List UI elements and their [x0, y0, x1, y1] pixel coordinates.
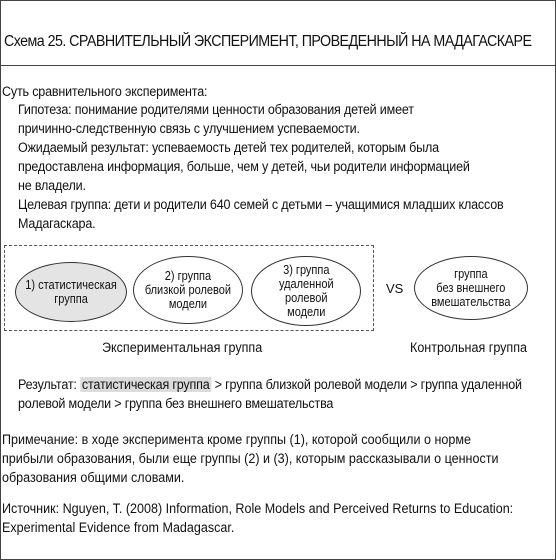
result-highlight: статистическая группа: [81, 377, 210, 392]
oval-label: 3) группа: [282, 262, 330, 277]
result-line-1: [18, 376, 522, 394]
result-line-2: ролевой модели > группа без внешнего вмешательства: [18, 396, 334, 411]
note-line-2: прибыли образования, были еще группы (2) и (3), которым рассказывали о ценности: [2, 451, 499, 466]
oval-statistical-group: [15, 262, 127, 322]
expected-line-2: предоставлена информация, больше, чем у детей, чьи родители информацией: [18, 159, 470, 174]
source-line-1: Источник: Nguyen, T. (2008) Information, Role Models and Perceived Returns to Education:: [2, 501, 514, 516]
result-label: Результат:: [18, 377, 77, 392]
target-line-2: Мадагаскара.: [18, 216, 96, 231]
oval-label: группа: [54, 291, 88, 306]
oval-control-group: [414, 256, 528, 320]
hypothesis-line-2: причинно-следственную связь с улучшением успеваемости.: [18, 121, 360, 136]
note-line-1: Примечание: в ходе эксперимента кроме группы (1), которой сообщили о норме: [2, 432, 471, 447]
control-group-caption: Контрольная группа: [410, 340, 528, 355]
expected-line-1: Ожидаемый результат: успеваемость детей тех родителей, которым была: [18, 140, 439, 155]
source-line-2: Experimental Evidence from Madagascar.: [2, 520, 235, 535]
oval-distant-role-model-group: [251, 256, 361, 326]
vs-label: VS: [386, 281, 404, 296]
oval-label: 1) статистическая: [25, 277, 117, 292]
oval-label: модели: [168, 296, 208, 311]
essence-heading: Суть сравнительного эксперимента:: [2, 84, 208, 99]
title-divider: [0, 65, 556, 66]
hypothesis-line-1: Гипотеза: понимание родителями ценности образования детей имеет: [18, 102, 414, 117]
oval-label: без внешнего: [436, 280, 506, 295]
expected-line-3: не владели.: [18, 178, 86, 193]
experimental-group-caption: Экспериментальная группа: [102, 340, 263, 355]
oval-label: удаленной: [278, 276, 334, 291]
oval-label: вмешательства: [431, 294, 511, 309]
oval-label: 2) группа: [164, 268, 212, 283]
result-rest: > группа близкой ролевой модели > группа удаленной: [214, 377, 522, 392]
oval-label: ролевой: [284, 290, 328, 305]
figure-title: Схема 25. СРАВНИТЕЛЬНЫЙ ЭКСПЕРИМЕНТ, ПРОВЕДЕННЫЙ НА МАДАГАСКАРЕ: [4, 33, 532, 50]
oval-label: близкой ролевой: [144, 282, 232, 297]
target-line-1: Целевая группа: дети и родители 640 семей с детьми – учащимися младших классов: [18, 197, 504, 212]
oval-close-role-model-group: [133, 256, 243, 324]
note-line-3: образования общими словами.: [2, 470, 185, 485]
oval-label: модели: [286, 304, 326, 319]
oval-label: группа: [454, 266, 488, 281]
